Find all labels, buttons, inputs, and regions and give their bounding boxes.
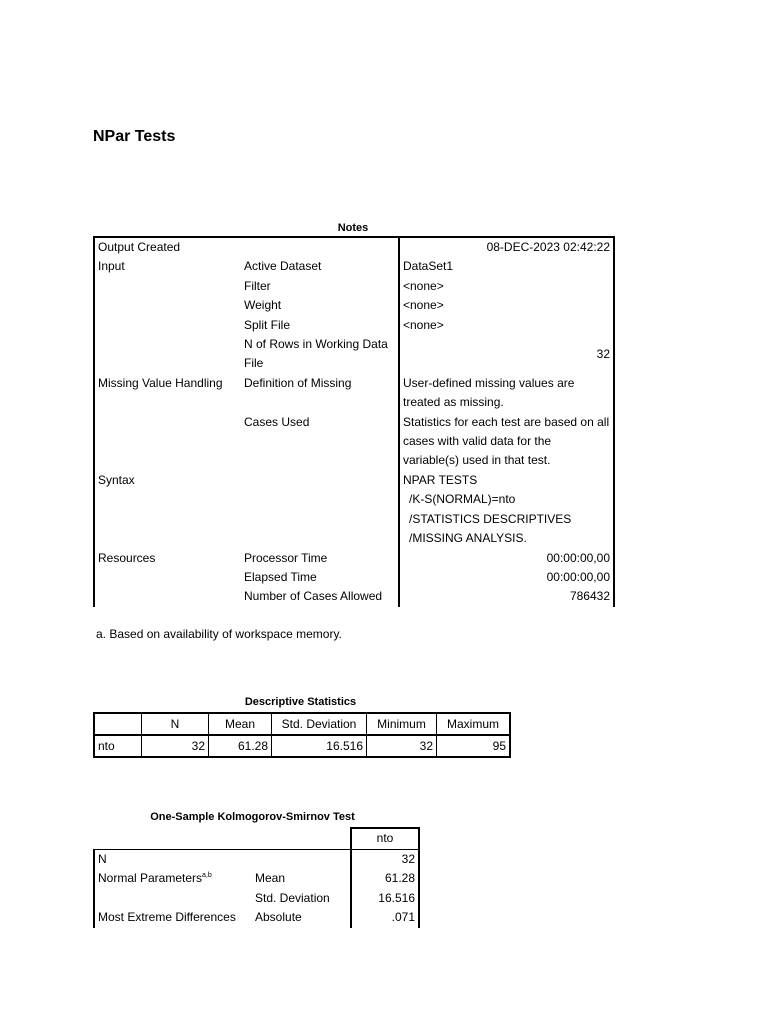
table-row	[94, 237, 614, 257]
ks-row-label-cell	[94, 908, 252, 928]
table-row	[94, 374, 614, 413]
table-row	[94, 587, 614, 606]
descriptive-cell-std: 16.516	[272, 735, 367, 757]
notes-row-value	[399, 374, 614, 413]
notes-row-sublabel: Split File	[244, 317, 291, 332]
ks-table-title: One-Sample Kolmogorov-Smirnov Test	[150, 811, 355, 823]
notes-value-text: 32	[596, 346, 610, 361]
table-row	[94, 549, 614, 568]
notes-row-value	[399, 237, 614, 257]
notes-value-text: User-defined missing values are treated as missing.	[403, 375, 575, 410]
notes-row-value	[399, 277, 614, 296]
notes-row-value	[399, 587, 614, 606]
notes-row-label: Input	[94, 257, 241, 276]
notes-row-sublabel: Weight	[244, 298, 282, 313]
notes-value-text: DataSet1	[403, 259, 454, 274]
notes-row-label: Output Created	[94, 237, 241, 257]
notes-row-label: Syntax	[94, 471, 241, 490]
notes-row-value	[399, 549, 614, 568]
notes-row-value	[399, 296, 614, 315]
notes-value-text: 00:00:00,00	[546, 569, 610, 584]
descriptive-row-label: nto	[94, 735, 142, 757]
notes-row-label	[94, 490, 241, 509]
table-row	[94, 869, 419, 889]
notes-row-label	[94, 587, 241, 606]
notes-row-sublabel: Number of Cases Allowed	[244, 589, 383, 604]
descriptive-cell-max: 95	[437, 735, 511, 757]
descriptive-cell-min: 32	[367, 735, 437, 757]
table-row	[94, 277, 614, 296]
table-row	[94, 889, 419, 909]
notes-row-sublabel: Processor Time	[244, 550, 328, 565]
table-row	[94, 735, 510, 757]
ks-row-sublabel: Mean	[255, 871, 286, 885]
table-row	[94, 568, 614, 587]
notes-row-value	[399, 529, 614, 548]
descriptive-header-cell: Minimum	[367, 713, 437, 735]
ks-row-label: N	[98, 851, 107, 866]
notes-row-value	[399, 490, 614, 509]
notes-value-text: 00:00:00,00	[546, 550, 610, 565]
notes-value-text: /STATISTICS DESCRIPTIVES	[409, 511, 572, 526]
ks-row-value: .071	[351, 908, 419, 928]
notes-row-sublabel: Definition of Missing	[244, 375, 352, 390]
notes-table	[93, 236, 615, 607]
notes-row-label: Resources	[94, 549, 241, 568]
ks-row-sublabel: Absolute	[255, 910, 302, 924]
notes-value-text: /MISSING ANALYSIS.	[409, 531, 527, 546]
page-title: NPar Tests	[93, 128, 176, 145]
table-row	[94, 335, 614, 374]
notes-value-text: <none>	[403, 317, 444, 332]
notes-row-sublabel	[241, 490, 399, 509]
ks-column-header: nto	[351, 828, 419, 849]
ks-row-label-cell	[94, 889, 252, 909]
notes-row-label	[94, 413, 241, 471]
ks-row-sublabel	[252, 849, 351, 869]
notes-row-sublabel: N of Rows in Working Data File	[244, 337, 388, 371]
notes-row-label	[94, 335, 241, 374]
table-row	[94, 510, 614, 529]
notes-row-value	[399, 510, 614, 529]
ks-row-value: 61.28	[351, 869, 419, 889]
footnote-marker: a,b	[202, 872, 212, 879]
notes-row-label	[94, 510, 241, 529]
descriptive-header-cell: Mean	[209, 713, 272, 735]
notes-value-text: /K-S(NORMAL)=nto	[409, 492, 516, 507]
notes-row-value	[399, 471, 614, 490]
descriptive-table	[93, 712, 511, 758]
ks-row-label: Normal Parameters	[98, 871, 203, 885]
table-row	[94, 413, 614, 471]
descriptive-header-cell: N	[142, 713, 209, 735]
notes-row-sublabel: Cases Used	[244, 414, 310, 429]
table-row	[94, 908, 419, 928]
notes-row-value	[399, 568, 614, 587]
ks-header-row	[94, 828, 419, 849]
ks-row-label-cell	[94, 869, 252, 889]
notes-footnote: a. Based on availability of workspace memory.	[96, 627, 342, 641]
notes-value-text: <none>	[403, 278, 444, 293]
table-row	[94, 316, 614, 335]
notes-row-label	[94, 568, 241, 587]
table-row	[94, 490, 614, 509]
notes-row-sublabel: Active Dataset	[244, 259, 322, 274]
notes-row-sublabel	[241, 510, 399, 529]
notes-row-label	[94, 277, 241, 296]
notes-table-title: Notes	[337, 222, 369, 234]
notes-row-label	[94, 296, 241, 315]
table-row	[94, 257, 614, 276]
notes-value-text: Statistics for each test are based on all cases with valid data for the variable(s) used in that test.	[403, 414, 610, 468]
notes-row-sublabel	[241, 237, 399, 257]
descriptive-cell-mean: 61.28	[209, 735, 272, 757]
notes-row-label	[94, 316, 241, 335]
descriptive-header-row	[94, 713, 510, 735]
notes-row-label	[94, 529, 241, 548]
descriptive-header-cell: Std. Deviation	[272, 713, 367, 735]
notes-row-value	[399, 316, 614, 335]
ks-row-value: 16.516	[351, 889, 419, 909]
ks-row-sublabel: Std. Deviation	[255, 890, 330, 905]
notes-row-sublabel: Elapsed Time	[244, 569, 317, 584]
descriptive-header-cell: Maximum	[437, 713, 511, 735]
notes-value-text: NPAR TESTS	[403, 472, 478, 487]
notes-value-text: 786432	[569, 589, 610, 604]
notes-value-text: <none>	[403, 298, 444, 313]
ks-row-label: Most Extreme Differences	[98, 910, 236, 924]
descriptive-cell-n: 32	[142, 735, 209, 757]
descriptive-table-title: Descriptive Statistics	[244, 696, 357, 708]
ks-row-value: 32	[351, 849, 419, 869]
table-row	[94, 849, 419, 869]
ks-table	[93, 827, 420, 928]
notes-row-value	[399, 413, 614, 471]
notes-row-sublabel: Filter	[244, 278, 271, 293]
table-row	[94, 529, 614, 548]
notes-value-text: 08-DEC-2023 02:42:22	[486, 240, 610, 254]
ks-row-label-cell	[94, 849, 252, 869]
notes-row-sublabel	[241, 471, 399, 490]
notes-row-sublabel	[241, 529, 399, 548]
notes-row-value	[399, 335, 614, 374]
table-row	[94, 296, 614, 315]
descriptive-header-cell	[94, 713, 142, 735]
notes-row-value	[399, 257, 614, 276]
notes-row-label: Missing Value Handling	[94, 374, 241, 413]
table-row	[94, 471, 614, 490]
